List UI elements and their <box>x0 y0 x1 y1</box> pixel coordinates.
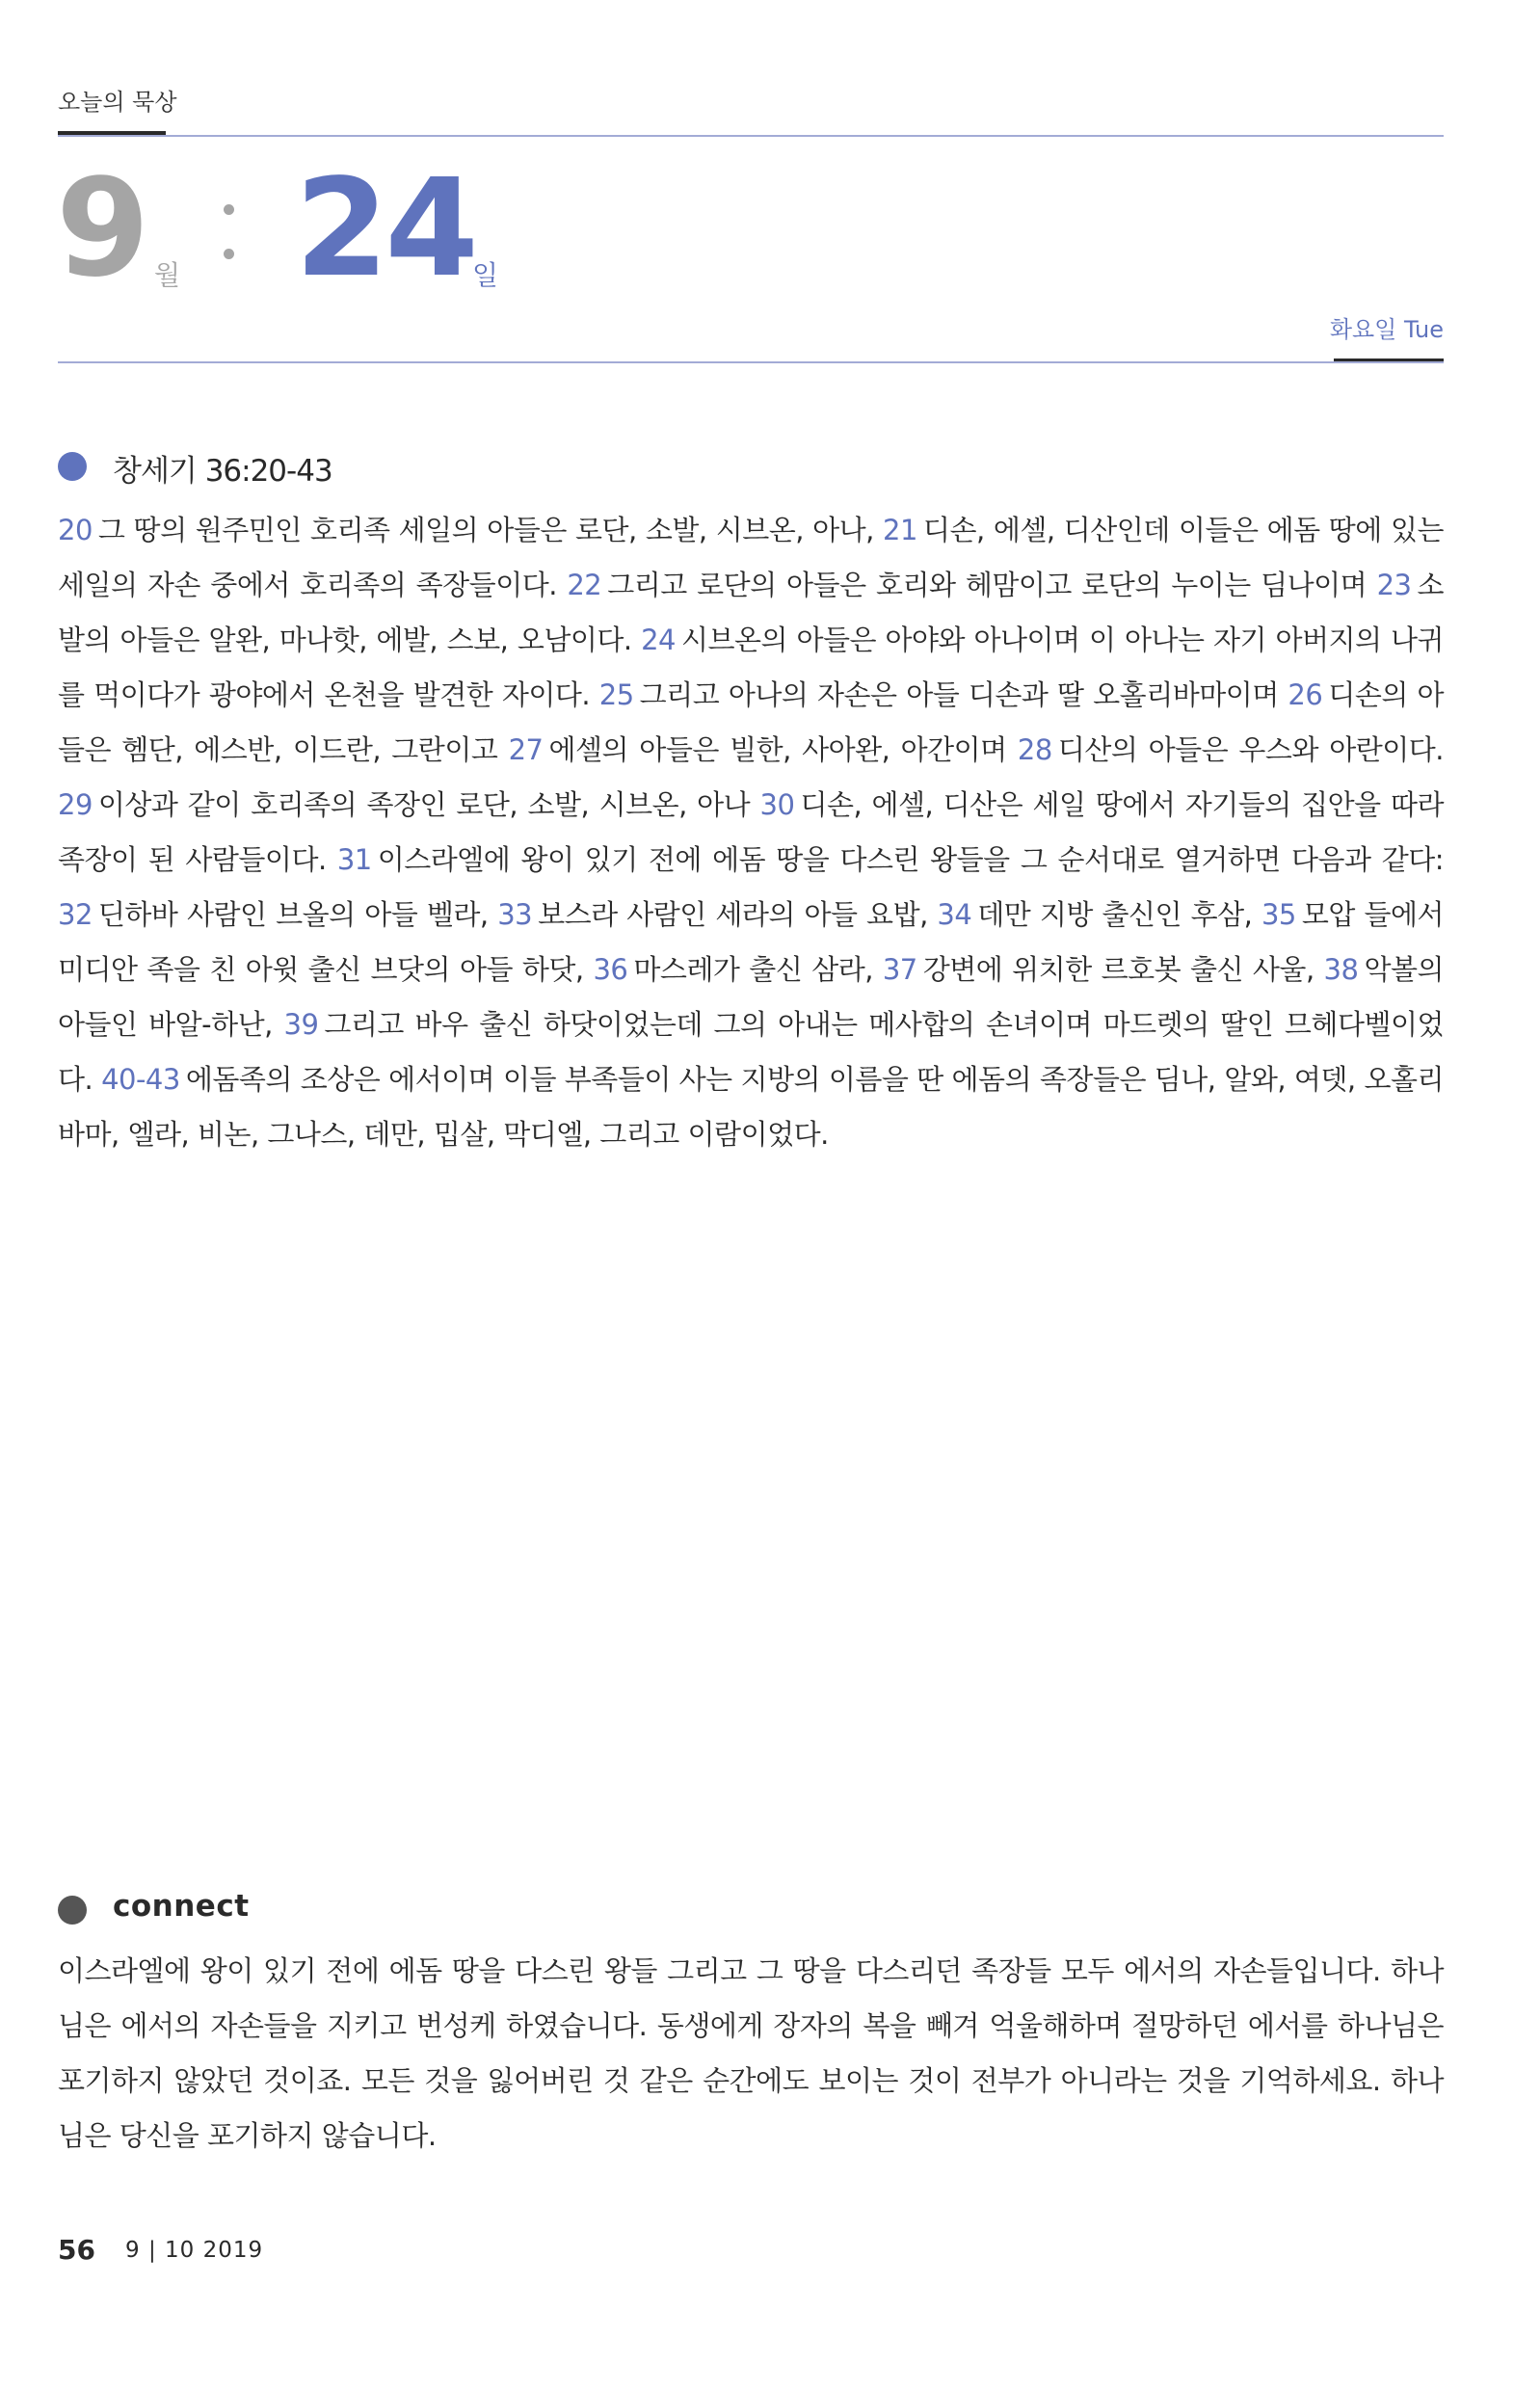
verse-number: 24 <box>641 624 676 656</box>
top-divider <box>58 135 1444 137</box>
verse-number: 34 <box>937 898 972 931</box>
verse-number: 40-43 <box>101 1063 180 1096</box>
verse-text: 이상과 같이 호리족의 족장인 로단, 소발, 시브온, 아나 <box>97 788 760 821</box>
verse-text: 데만 지방 출신인 후삼, <box>977 898 1261 931</box>
verse-text: 소발의 아들은 알완, 마나핫, 에발, 스보, 오남이다. <box>58 569 1444 656</box>
verse-text: 디손, 에셀, 디산은 세일 땅에서 자기들의 집안을 따라 족장이 된 사람들이다. <box>58 788 1444 876</box>
verse-number: 39 <box>283 1008 319 1041</box>
verse-number: 25 <box>598 678 634 711</box>
section-label: 오늘의 묵상 <box>58 89 177 116</box>
verse-text: 모압 들에서 미디안 족을 친 아윗 출신 브닷의 아들 하닷, <box>58 898 1444 986</box>
page-number: 56 <box>58 2234 95 2266</box>
verse-number: 35 <box>1261 898 1296 931</box>
verse-number: 28 <box>1017 733 1052 766</box>
verse-text: 마스레가 출신 삼라, <box>633 953 883 986</box>
verse-number: 22 <box>567 569 602 601</box>
verse-text: 그리고 아나의 자손은 아들 디손과 딸 오홀리바마이며 <box>639 678 1288 711</box>
verse-number: 36 <box>593 953 628 986</box>
verse-number: 29 <box>58 788 93 821</box>
verse-number: 37 <box>882 953 917 986</box>
date-colon <box>224 204 235 270</box>
verse-text: 디손, 에셀, 디산인데 이들은 에돔 땅에 있는 세일의 자손 중에서 호리족의 족장들이다. <box>58 514 1444 601</box>
connect-heading: connect <box>113 1889 250 1924</box>
verse-text: 강변에 위치한 르호봇 출신 사울, <box>922 953 1324 986</box>
verse-text: 에돔족의 조상은 에서이며 이들 부족들이 사는 지방의 이름을 딴 에돔의 족장들은 딤나, 알와, 여뎃, 오홀리바마, 엘라, 비논, 그나스, 데만, 밉살, 막디엘, 그리고 이람이었다. <box>58 1063 1445 1151</box>
verse-number: 20 <box>58 514 93 546</box>
scripture-bullet-icon <box>58 452 87 481</box>
verse-text: 보스라 사람인 세라의 아들 요밥, <box>538 898 938 931</box>
weekday-label: 화요일 Tue <box>1329 316 1444 343</box>
connect-bullet-icon <box>58 1896 87 1925</box>
verse-text: 이스라엘에 왕이 있기 전에 에돔 땅을 다스린 왕들을 그 순서대로 열거하면 다음과 같다: <box>377 843 1444 876</box>
verse-text: 악볼의 아들인 바알-하난, <box>58 953 1444 1041</box>
verse-number: 33 <box>497 898 533 931</box>
scripture-reference: 창세기 36:20-43 <box>113 454 332 489</box>
verse-number: 21 <box>883 514 917 546</box>
verse-text: 디산의 아들은 우스와 아란이다. <box>1057 733 1444 766</box>
verse-text: 시브온의 아들은 아야와 아나이며 이 아나는 자기 아버지의 나귀를 먹이다가 광야에서 온천을 발견한 자이다. <box>58 624 1444 711</box>
verse-number: 38 <box>1323 953 1359 986</box>
verse-text: 딘하바 사람인 브올의 아들 벨라, <box>97 898 498 931</box>
verse-text: 그리고 바우 출신 하닷이었는데 그의 아내는 메사합의 손녀이며 마드렛의 딸인 므헤다벨이었다. <box>58 1008 1445 1096</box>
verse-number: 31 <box>336 843 372 876</box>
day-unit: 일 <box>472 259 499 291</box>
verse-number: 23 <box>1376 569 1412 601</box>
issue-date: 9 | 10 2019 <box>125 2238 264 2263</box>
verse-number: 30 <box>759 788 795 821</box>
scripture-body <box>58 503 1444 1162</box>
verse-text: 그 땅의 원주민인 호리족 세일의 아들은 로단, 소발, 시브온, 아나, <box>97 514 884 546</box>
verse-number: 32 <box>58 898 93 931</box>
bottom-divider <box>58 361 1444 363</box>
connect-body: 이스라엘에 왕이 있기 전에 에돔 땅을 다스린 왕들 그리고 그 땅을 다스리던 족장들 모두 에서의 자손들입니다. 하나님은 에서의 자손들을 지키고 번성케 하였습니다. 동생에게 장자의 복을 빼겨 억울해하며 절망하던 에서를 하나님은 포기하지 않았던 것이죠. 모든 것을 잃어버린 것 같은 순간에도 보이는 것이 전부가 아니라는 것을 기억하세요. 하나님은 당신을 포기하지 않습니다. <box>58 1954 1444 2152</box>
month-unit: 월 <box>154 259 181 291</box>
colon-dot <box>224 204 234 215</box>
colon-dot <box>224 249 234 259</box>
verse-number: 27 <box>508 733 544 766</box>
verse-text: 그리고 로단의 아들은 호리와 헤맘이고 로단의 누이는 딤나이며 <box>607 569 1377 601</box>
verse-number: 26 <box>1288 678 1323 711</box>
month-number: 9 <box>56 150 146 307</box>
day-number: 24 <box>295 150 475 307</box>
verse-text: 디손의 아들은 헴단, 에스반, 이드란, 그란이고 <box>58 678 1445 766</box>
verse-text: 에셀의 아들은 빌한, 사아완, 아간이며 <box>548 733 1018 766</box>
